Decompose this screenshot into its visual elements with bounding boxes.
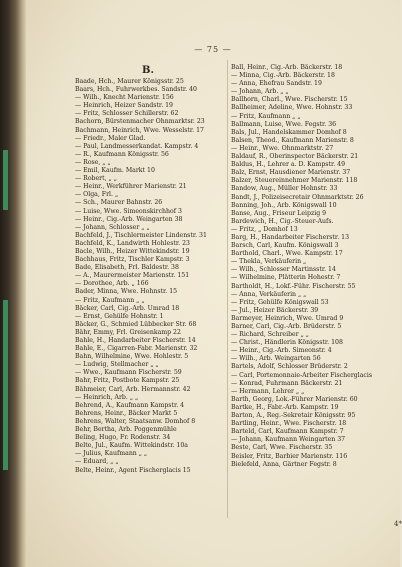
directory-entry: Bartling, Heinr., Wwe. Fischerstr. 18 bbox=[231, 420, 347, 428]
directory-entry: Bahn, Wilhelmine, Wwe. Hohlestr. 5 bbox=[75, 353, 189, 361]
directory-entry: — Dorothee, Arb. „ 166 bbox=[75, 280, 149, 288]
directory-entry: Bardewich, H., Cig.-Steuer-Aufs. bbox=[231, 217, 334, 225]
directory-entry: — Wwe., Kaufmann Fischerstr. 59 bbox=[75, 369, 182, 377]
directory-entry: — R., Kaufmann Königsstr. 56 bbox=[75, 150, 169, 158]
directory-entry: Baars, Hch., Fuhrwerkbes. Sandstr. 40 bbox=[75, 86, 197, 94]
directory-entry: — Johann, Arb. „ „ bbox=[231, 88, 289, 96]
document-page bbox=[26, 0, 400, 567]
directory-entry: Bacle, Wilh., Heizer Wittekindstr. 19 bbox=[75, 247, 190, 255]
directory-entry: — Wilh., Knecht Marienstr. 156 bbox=[75, 94, 174, 102]
directory-entry: Belte, Heinr., Agent Fischerglacis 15 bbox=[75, 466, 191, 474]
directory-entry: Barthold, Charl., Wwe. Kampstr. 17 bbox=[231, 250, 343, 258]
directory-entry: Barton, A., Reg.-Sekretair Königsstr. 95 bbox=[231, 412, 356, 420]
directory-entry: — Jul., Heizer Bäckerstr. 39 bbox=[231, 306, 319, 314]
directory-entry: Baldus, H., Lehrer a. D. Kampstr. 49 bbox=[231, 161, 346, 169]
directory-entry: Behr, Bertha, Arb. Poggenmühle bbox=[75, 426, 177, 434]
directory-entry: — Ludwig, Stellmacher „ „ bbox=[75, 361, 159, 369]
directory-entry: Bartke, H., Fabr.-Arb. Kampstr. 19 bbox=[231, 403, 339, 411]
directory-entry: — Fritz, Kaufmann „ „ bbox=[75, 296, 145, 304]
signature-mark: 4* bbox=[394, 520, 402, 528]
directory-entry: Bielefeld, Anna, Gärtner Fegstr. 8 bbox=[231, 460, 337, 468]
directory-entry: — Julius, Kaufmann „ „ bbox=[75, 450, 148, 458]
directory-entry: — Paul, Landmesserkandat. Kampstr. 4 bbox=[75, 142, 199, 150]
directory-entry: Barg, H., Handarbeiter Fischerstr. 13 bbox=[231, 233, 349, 241]
directory-entry: — Johann, Kaufmann Weingarten 37 bbox=[231, 436, 346, 444]
left-entry-list bbox=[75, 78, 221, 475]
directory-entry: Bäcker, G., Schmied Lübbecker Str. 68 bbox=[75, 320, 197, 328]
directory-entry: Bäcker, Carl, Cig.-Arb. Umrad 18 bbox=[75, 304, 180, 312]
directory-entry: Behrens, Heinr., Bäcker Markt 5 bbox=[75, 409, 178, 417]
directory-entry: — Robert, „ „ bbox=[75, 175, 117, 183]
directory-entry: — Anna, Verkäuferin „ „ bbox=[231, 290, 307, 298]
directory-entry: Baldauf, R., Oberinspector Bäckerstr. 21 bbox=[231, 153, 359, 161]
directory-entry: Ballhorn, Charl., Wwe. Fischerstr. 15 bbox=[231, 96, 348, 104]
directory-entry: Bartholdt, H., Lokf.-Führ. Fischerstr. 55 bbox=[231, 282, 356, 290]
directory-entry: Behrend, A., Kaufmann Kampstr. 4 bbox=[75, 401, 185, 409]
directory-entry: — Fritz, Schlosser Schillerstr. 62 bbox=[75, 110, 179, 118]
directory-entry: — Anna, Ehefrau Sandstr. 19 bbox=[231, 80, 322, 88]
directory-entry: — Fritz, Gehülfe Königswall 53 bbox=[231, 298, 329, 306]
directory-entry: — Eduard, „ „ bbox=[75, 458, 119, 466]
directory-entry: Beling, Hugo, Fr. Rodenstr. 34 bbox=[75, 434, 171, 442]
directory-entry: Bähmeier, Carl, Arb. Hermannstr. 42 bbox=[75, 385, 191, 393]
directory-entry: — Friedr., Maler Glad. bbox=[75, 134, 146, 142]
directory-entry: — Christ., Händlerin Königsstr. 108 bbox=[231, 339, 343, 347]
directory-entry: Bahr, Fritz, Postbote Kampstr. 25 bbox=[75, 377, 180, 385]
directory-entry: — Heinr., Cig.-Arb. Weingarten 38 bbox=[75, 215, 183, 223]
directory-entry: Ballheimer, Adeline, Wwe. Hohnstr. 33 bbox=[231, 104, 353, 112]
page-header: — 75 — bbox=[194, 45, 232, 54]
book-binding bbox=[0, 0, 26, 567]
directory-entry: — Fritz, „ Domhof 13 bbox=[231, 225, 298, 233]
directory-entry: Ballmann, Luise, Wwe. Fegstr. 36 bbox=[231, 120, 337, 128]
directory-entry: — Heinr., Werkführer Marienstr. 21 bbox=[75, 183, 187, 191]
directory-entry: Behrens, Walter, Staatsanw. Domhof 8 bbox=[75, 417, 196, 425]
directory-entry: — Konrad, Fuhrmann Bäckerstr. 21 bbox=[231, 379, 343, 387]
directory-entry: Beste, Carl, Wwe. Fischerstr. 35 bbox=[231, 444, 333, 452]
directory-entry: — Hermann, Lehrer „ „ bbox=[231, 387, 305, 395]
directory-entry: Bandow, Aug., Müller Hohnstr. 33 bbox=[231, 185, 338, 193]
directory-entry: — Rose, „ „ bbox=[75, 158, 111, 166]
directory-entry: Bachfeld, J., Tischlermeister Lindenstr. 31 bbox=[75, 231, 207, 239]
directory-entry: Balz, Ernst, Hausdiener Marienstr. 37 bbox=[231, 169, 351, 177]
directory-entry: Bachhaus, Fritz, Tischler Kampstr. 3 bbox=[75, 256, 190, 264]
section-letter: B. bbox=[142, 65, 154, 76]
right-entry-list bbox=[231, 64, 377, 469]
directory-entry: — Thekla, Verkäuferin „ bbox=[231, 258, 307, 266]
directory-entry: Balsen, Theod., Kaufmann Marienstr. 8 bbox=[231, 136, 354, 144]
directory-entry: — Heinrich, Heizer Sandstr. 19 bbox=[75, 102, 173, 110]
directory-entry: Baade, Hch., Maurer Königsstr. 25 bbox=[75, 78, 184, 85]
directory-entry: Bader, Minna, Wwe. Hohnstr. 15 bbox=[75, 288, 178, 296]
directory-entry: Ball, Heinr., Cig.-Arb. Bäckerstr. 18 bbox=[231, 64, 343, 71]
directory-entry: — Wilh., Arb. Weingarten 56 bbox=[231, 355, 321, 363]
directory-entry: — Luise, Wwe. Simeonskirchhof 3 bbox=[75, 207, 182, 215]
directory-entry: Bals, Jul., Handelskammer Domhof 8 bbox=[231, 128, 347, 136]
directory-entry: — Carl, Portemonnaie-Arbeiter Fischerglacis bbox=[231, 371, 373, 379]
directory-entry: Banning, Joh., Arb. Königswall 10 bbox=[231, 201, 337, 209]
directory-entry: Bähr, Emmy, Frl. Greisenkamp 22 bbox=[75, 328, 181, 336]
directory-entry: — Heinr., Cig.-Arb. Simeonstr. 4 bbox=[231, 347, 332, 355]
directory-entry: Barteld, Carl, Kaufmann Kampstr. 7 bbox=[231, 428, 344, 436]
directory-entry: — Fritz, Kaufmann „ „ bbox=[231, 112, 301, 120]
directory-entry: — Ernst, Gehülfe Hohnstr. 1 bbox=[75, 312, 164, 320]
directory-entry: Beisler, Fritz, Barbier Marienstr. 116 bbox=[231, 452, 348, 460]
directory-entry: — Sch., Maurer Bahnstr. 26 bbox=[75, 199, 163, 207]
directory-entry: Bade, Elisabeth, Frl. Baldestr. 38 bbox=[75, 264, 179, 272]
directory-entry: — Richard, Schreiber „ „ bbox=[231, 331, 309, 339]
directory-entry: Banse, Aug., Friseur Leipzig 9 bbox=[231, 209, 327, 217]
directory-entry: Bandt, J., Polizeisecretair Ohnmarktstr. 26 bbox=[231, 193, 364, 201]
directory-entry: Belte, Jul., Kaufm. Wittekindstr. 10a bbox=[75, 442, 188, 450]
directory-entry: Barner, Carl, Cig.-Arb. Brüderstr. 5 bbox=[231, 323, 342, 330]
directory-entry: — Heinr., Wwe. Ohnmarktstr. 27 bbox=[231, 144, 334, 152]
directory-entry: Bachorn, Bürstenmacher Ohnmarktsr. 23 bbox=[75, 118, 205, 126]
directory-entry: Bahle, E., Cigarren-Fabr. Marienstr. 32 bbox=[75, 345, 198, 353]
directory-entry: Bahle, H., Handarbeiter Fischerstr. 14 bbox=[75, 337, 196, 344]
directory-entry: — Heinrich, Arb. „ „ bbox=[75, 393, 139, 401]
directory-entry: Balzer, Steuereinnehmer Marienstr. 118 bbox=[231, 177, 358, 185]
directory-entry: Bartels, Adolf, Schlosser Brüderstr. 2 bbox=[231, 363, 348, 371]
directory-entry: — Minna, Cig.-Arb. Bäckerstr. 18 bbox=[231, 72, 335, 80]
left-column bbox=[75, 64, 221, 475]
directory-entry: — Johann, Schlosser „ „ bbox=[75, 223, 150, 231]
directory-entry: Bachfeld, K., Landwirth Hohlestr. 23 bbox=[75, 239, 190, 247]
directory-entry: Barmeyer, Heinrich, Wwe. Umrad 9 bbox=[231, 314, 344, 322]
directory-entry: — Emil, Kaufm. Markt 10 bbox=[75, 167, 155, 175]
column-divider bbox=[227, 60, 228, 518]
directory-entry: — A., Maurermeister Marienstr. 151 bbox=[75, 272, 190, 280]
directory-entry: Barth, Georg, Lok.-Führer Marienstr. 60 bbox=[231, 395, 358, 403]
directory-entry: — Olga, Frl. „ bbox=[75, 191, 119, 199]
right-column bbox=[231, 64, 377, 469]
directory-entry: — Wilhelmine, Plätterin Hohestr. 7 bbox=[231, 274, 341, 282]
directory-entry: Barsch, Carl, Kaufm. Königswall 3 bbox=[231, 242, 339, 250]
directory-entry: Bachmann, Heinrich, Wwe. Wesselstr. 17 bbox=[75, 126, 204, 134]
directory-entry: — Wilh., Schlosser Martinsstr. 14 bbox=[231, 266, 336, 274]
